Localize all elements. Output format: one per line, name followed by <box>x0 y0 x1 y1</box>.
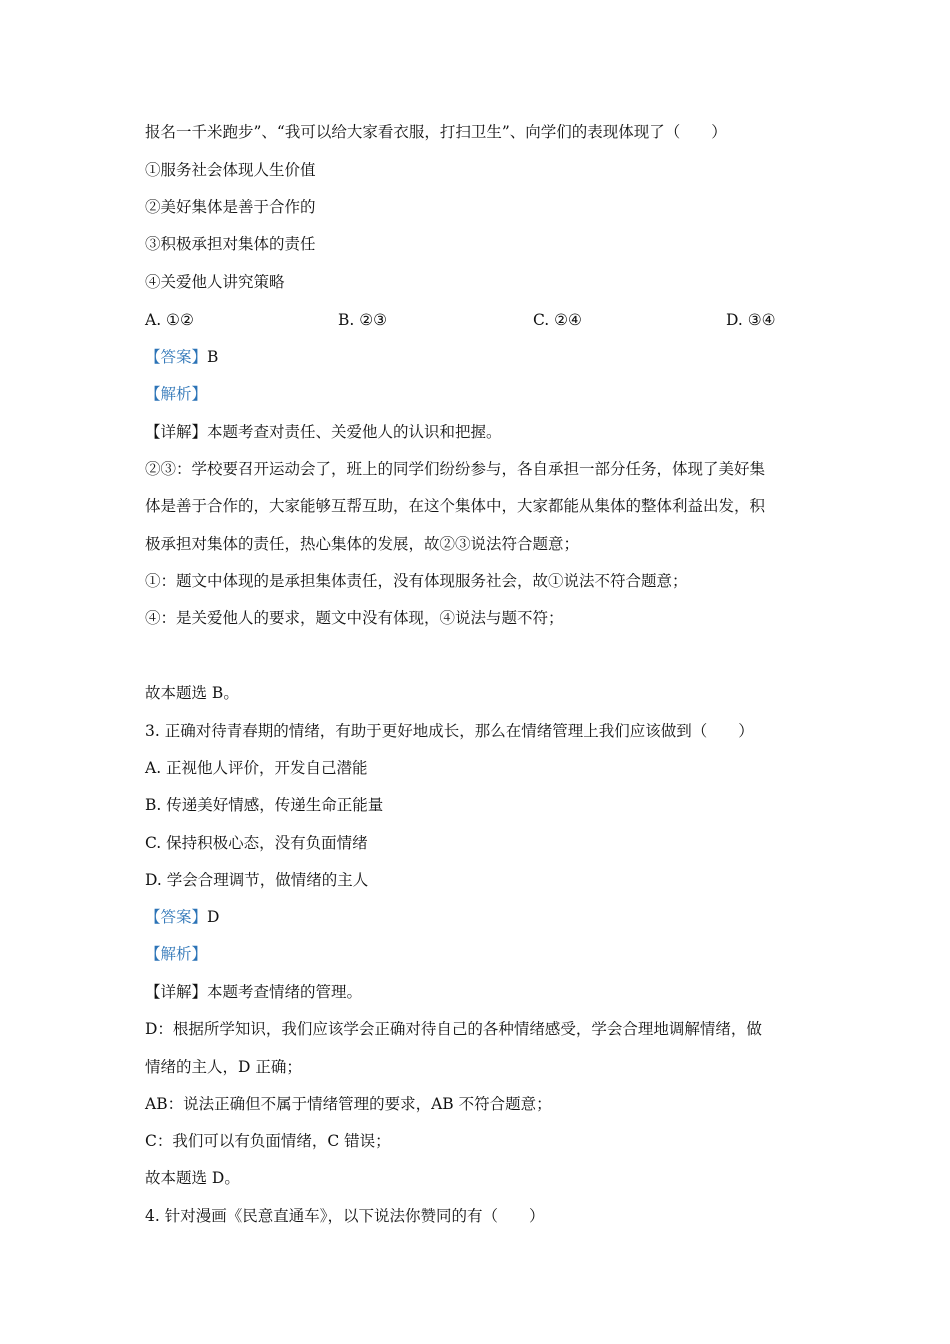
q2-option-c: C. ②④ <box>533 311 582 329</box>
analysis-tag: 【解析】 <box>145 945 208 963</box>
q2-stem-tail: 报名一千米跑步”、“我可以给大家看衣服，打扫卫生”、向学们的表现体现了（ ） <box>145 123 727 141</box>
q3-explain-line-1: D：根据所学知识，我们应该学会正确对待自己的各种情绪感受，学会合理地调解情绪，做 <box>145 1020 762 1038</box>
q3-conclusion: 故本题选 D。 <box>145 1169 240 1187</box>
answer-value: B <box>207 348 219 366</box>
q3-explain-line-2: 情绪的主人，D 正确； <box>145 1058 302 1076</box>
q2-conclusion: 故本题选 B。 <box>145 684 239 702</box>
q3-answer <box>145 906 815 928</box>
q2-option-d: D. ③④ <box>726 311 776 329</box>
q2-explain-line-5: ④：是关爱他人的要求，题文中没有体现，④说法与题不符； <box>145 609 564 627</box>
q3-explain-line-4: C：我们可以有负面情绪，C 错误； <box>145 1132 391 1150</box>
q3-analysis-tag <box>145 943 815 965</box>
q3-option-a: A. 正视他人评价，开发自己潜能 <box>145 759 368 777</box>
q4-stem: 4. 针对漫画《民意直通车》，以下说法你赞同的有（ ） <box>145 1207 545 1225</box>
q2-explain-line-3: 极承担对集体的责任，热心集体的发展，故②③说法符合题意； <box>145 535 580 553</box>
q2-explain-line-4: ①：题文中体现的是承担集体责任，没有体现服务社会，故①说法不符合题意； <box>145 572 688 590</box>
q2-analysis-tag <box>145 383 815 405</box>
q2-explain-line-2: 体是善于合作的，大家能够互帮互助，在这个集体中，大家都能从集体的整体利益出发，积 <box>145 497 766 515</box>
detail-text: 本题考查对责任、关爱他人的认识和把握。 <box>207 423 502 441</box>
q2-detail <box>145 421 815 443</box>
analysis-tag: 【解析】 <box>145 385 208 403</box>
detail-tag: 【详解】 <box>145 983 208 1001</box>
q3-option-b: B. 传递美好情感，传递生命正能量 <box>145 796 384 814</box>
answer-tag: 【答案】 <box>145 348 208 366</box>
answer-tag: 【答案】 <box>145 908 208 926</box>
q2-statement-1: ①服务社会体现人生价值 <box>145 161 316 179</box>
detail-tag: 【详解】 <box>145 423 208 441</box>
q3-explain-line-3: AB：说法正确但不属于情绪管理的要求，AB 不符合题意； <box>145 1095 552 1113</box>
q2-explain-line-1: ②③：学校要召开运动会了，班上的同学们纷纷参与，各自承担一部分任务，体现了美好集 <box>145 460 766 478</box>
q2-statement-2: ②美好集体是善于合作的 <box>145 198 316 216</box>
q2-options <box>145 309 815 331</box>
q2-option-b: B. ②③ <box>338 311 388 329</box>
q2-option-a: A. ①② <box>145 311 194 329</box>
detail-text: 本题考查情绪的管理。 <box>207 983 363 1001</box>
q3-option-c: C. 保持积极心态，没有负面情绪 <box>145 834 368 852</box>
q2-answer <box>145 346 815 368</box>
q3-detail <box>145 981 815 1003</box>
q2-statement-3: ③积极承担对集体的责任 <box>145 235 316 253</box>
q3-option-d: D. 学会合理调节，做情绪的主人 <box>145 871 369 889</box>
q2-statement-4: ④关爱他人讲究策略 <box>145 273 285 291</box>
answer-value: D <box>207 908 220 926</box>
q3-stem: 3. 正确对待青春期的情绪，有助于更好地成长，那么在情绪管理上我们应该做到（ ） <box>145 722 754 740</box>
